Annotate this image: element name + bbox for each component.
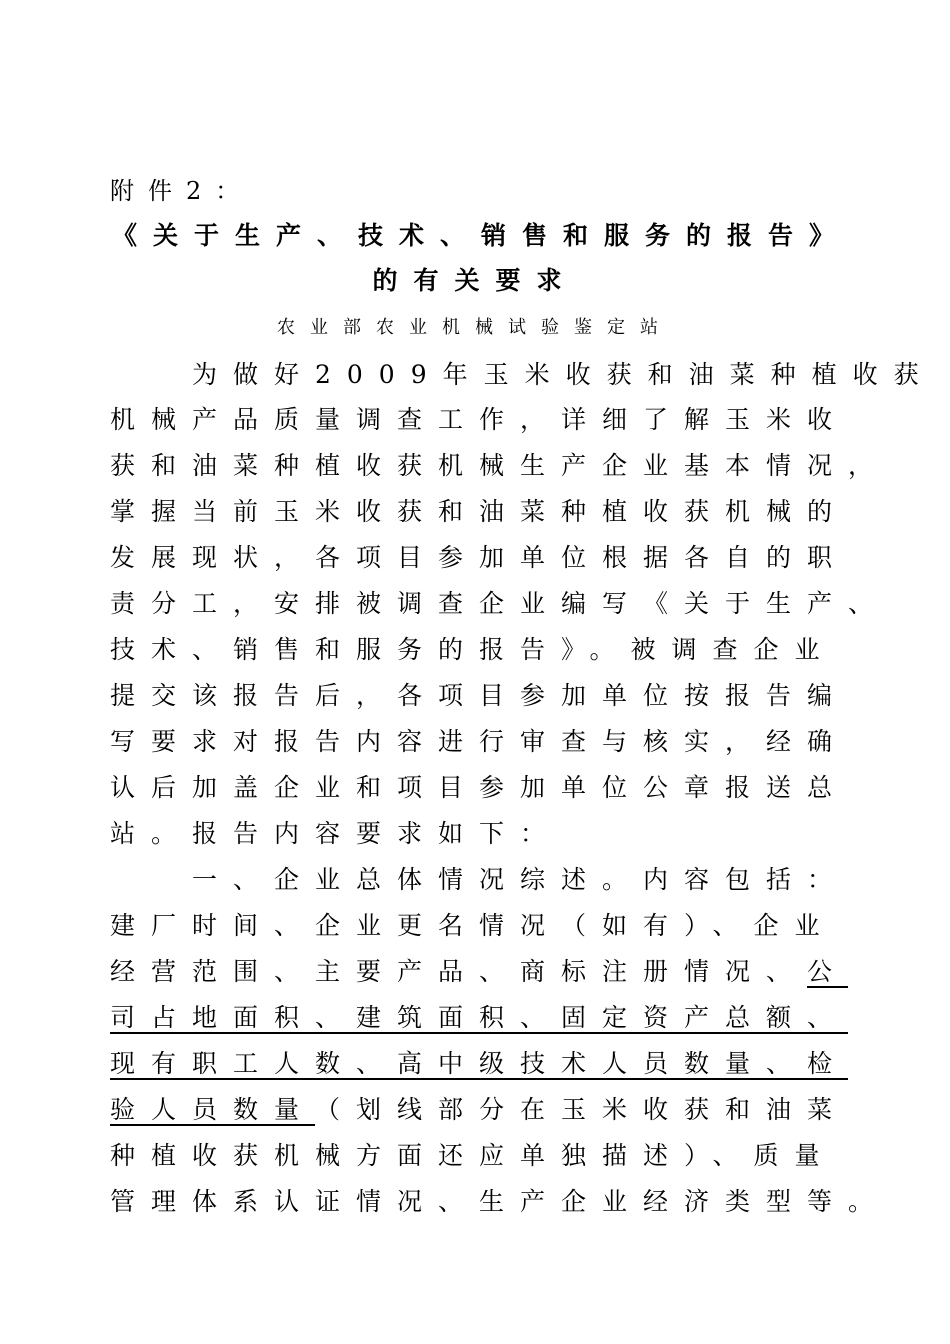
paragraph-line: 为做好2009年玉米收获和油菜种植收获	[110, 360, 935, 389]
paragraph-line: 种植收获机械方面还应单独描述）、质量	[110, 1141, 836, 1170]
plain-text: 经营范围、主要产品、商标注册情况、	[110, 957, 808, 986]
paragraph-line: 认后加盖企业和项目参加单位公章报送总	[110, 773, 849, 802]
paragraph-line: 管理体系认证情况、生产企业经济类型等。	[110, 1187, 890, 1216]
paragraph-line: 发展现状，各项目参加单位根据各自的职	[110, 543, 849, 572]
underlined-text: 公	[807, 957, 849, 986]
underlined-text: 验人员数量	[110, 1095, 316, 1124]
paragraph-line: 建厂时间、企业更名情况（如有）、企业	[110, 911, 836, 940]
plain-text: （划线部分在玉米收获和油菜	[315, 1095, 849, 1124]
paragraph-line: 提交该报告后，各项目参加单位按报告编	[110, 681, 849, 710]
issuing-organization: 农业部农业机械试验鉴定站	[277, 317, 673, 338]
paragraph-line: 一、企业总体情况综述。内容包括：	[110, 865, 849, 894]
paragraph-line: 写要求对报告内容进行审查与核实，经确	[110, 727, 849, 756]
document-title-line2: 的有关要求	[372, 266, 578, 295]
paragraph-line	[110, 1049, 848, 1079]
paragraph-line	[110, 1095, 848, 1125]
paragraph-line: 获和油菜种植收获机械生产企业基本情况，	[110, 451, 890, 480]
paragraph-line: 站。报告内容要求如下：	[110, 819, 562, 848]
document-title-line1: 《关于生产、技术、销售和服务的报告》	[111, 221, 850, 250]
paragraph-line	[110, 1003, 848, 1033]
paragraph-line	[110, 957, 848, 987]
paragraph-line: 掌握当前玉米收获和油菜种植收获机械的	[110, 497, 849, 526]
paragraph-line: 机械产品质量调查工作，详细了解玉米收	[110, 405, 849, 434]
paragraph-line: 技术、销售和服务的报告》。被调查企业	[110, 635, 836, 664]
paragraph-line: 责分工，安排被调查企业编写《关于生产、	[110, 589, 890, 618]
underlined-text: 现有职工人数、高中级技术人员数量、检	[110, 1049, 849, 1078]
attachment-label: 附件2：	[110, 177, 254, 205]
underlined-text: 司占地面积、建筑面积、固定资产总额、	[110, 1003, 849, 1032]
